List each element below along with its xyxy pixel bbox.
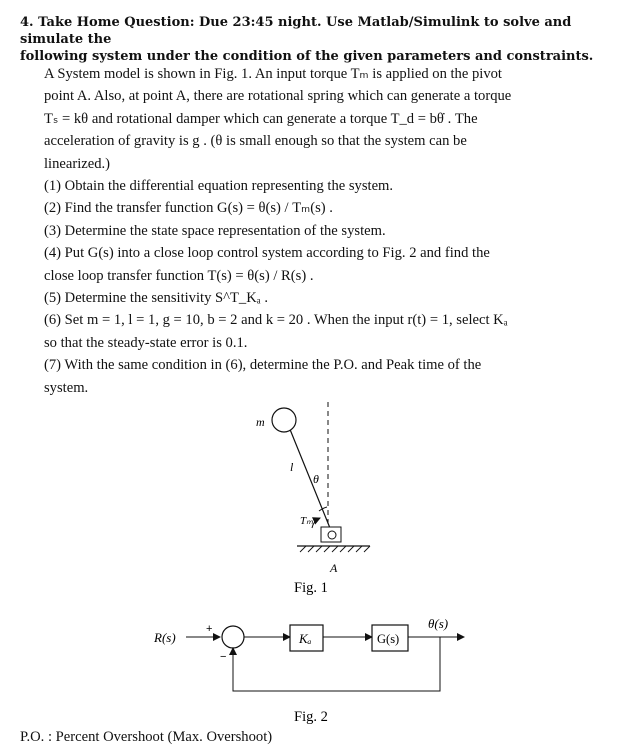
- feedback-path: [233, 637, 440, 691]
- pendulum-mass: [272, 408, 296, 432]
- plus-sign: +: [206, 623, 213, 635]
- heading-line-1: 4. Take Home Question: Due 23:45 night. Use Matlab/Simulink to solve and simulate the: [20, 15, 572, 47]
- length-label: l: [290, 460, 294, 474]
- body-line: close loop transfer function T(s) = θ(s) / R(s) .: [44, 267, 314, 284]
- body-line: (7) With the same condition in (6), determine the P.O. and Peak time of the: [44, 357, 482, 374]
- body-line: system.: [44, 379, 89, 396]
- torque-arrow: [312, 518, 320, 528]
- body-line: (6) Set m = 1, l = 1, g = 10, b = 2 and k = 20 . When the input r(t) = 1, select Kₐ: [44, 312, 508, 329]
- fig1-caption: Fig. 1: [294, 580, 328, 596]
- body-line: (2) Find the transfer function G(s) = θ(s) / Tₘ(s) .: [44, 200, 333, 217]
- body-line: (4) Put G(s) into a close loop control system according to Fig. 2 and find the: [44, 245, 490, 262]
- pivot-point-a: [328, 531, 336, 539]
- footnote: P.O. : Percent Overshoot (Max. Overshoot): [20, 729, 273, 745]
- fig2-caption: Fig. 2: [294, 709, 328, 725]
- output-label: θ(s): [428, 616, 449, 631]
- fig1-pendulum-diagram: [256, 402, 370, 596]
- body-line: (3) Determine the state space representation of the system.: [44, 222, 386, 239]
- gain-label: Kₐ: [299, 631, 312, 646]
- body-line: linearized.): [44, 155, 111, 172]
- angle-label: θ: [313, 472, 319, 486]
- input-label: R(s): [154, 630, 176, 645]
- body-line: A System model is shown in Fig. 1. An input torque Tₘ is applied on the pivot: [44, 66, 502, 82]
- body-line: so that the steady-state error is 0.1.: [44, 334, 248, 351]
- minus-sign: −: [220, 651, 227, 663]
- fig2-block-diagram: [153, 616, 464, 725]
- body-line: acceleration of gravity is g . (θ is small enough so that the system can be: [44, 133, 467, 150]
- pivot-label: A: [330, 561, 338, 575]
- body-line: (5) Determine the sensitivity S^T_Kₐ .: [44, 290, 269, 307]
- body-line: point A. Also, at point A, there are rotational spring which can generate a torque: [44, 88, 512, 105]
- ground-hatch: [300, 546, 370, 552]
- summing-junction: [222, 626, 244, 648]
- mass-label: m: [256, 415, 265, 429]
- torque-label: Tₘ: [300, 515, 313, 527]
- body-line: Tₛ = kθ and rotational damper which can generate a torque T_d = bθ̇ . The: [44, 110, 478, 127]
- body-line: (1) Obtain the differential equation representing the system.: [44, 178, 394, 195]
- plant-label: G(s): [377, 632, 400, 646]
- heading-line-2: following system under the condition of the given parameters and constraints.: [20, 49, 594, 64]
